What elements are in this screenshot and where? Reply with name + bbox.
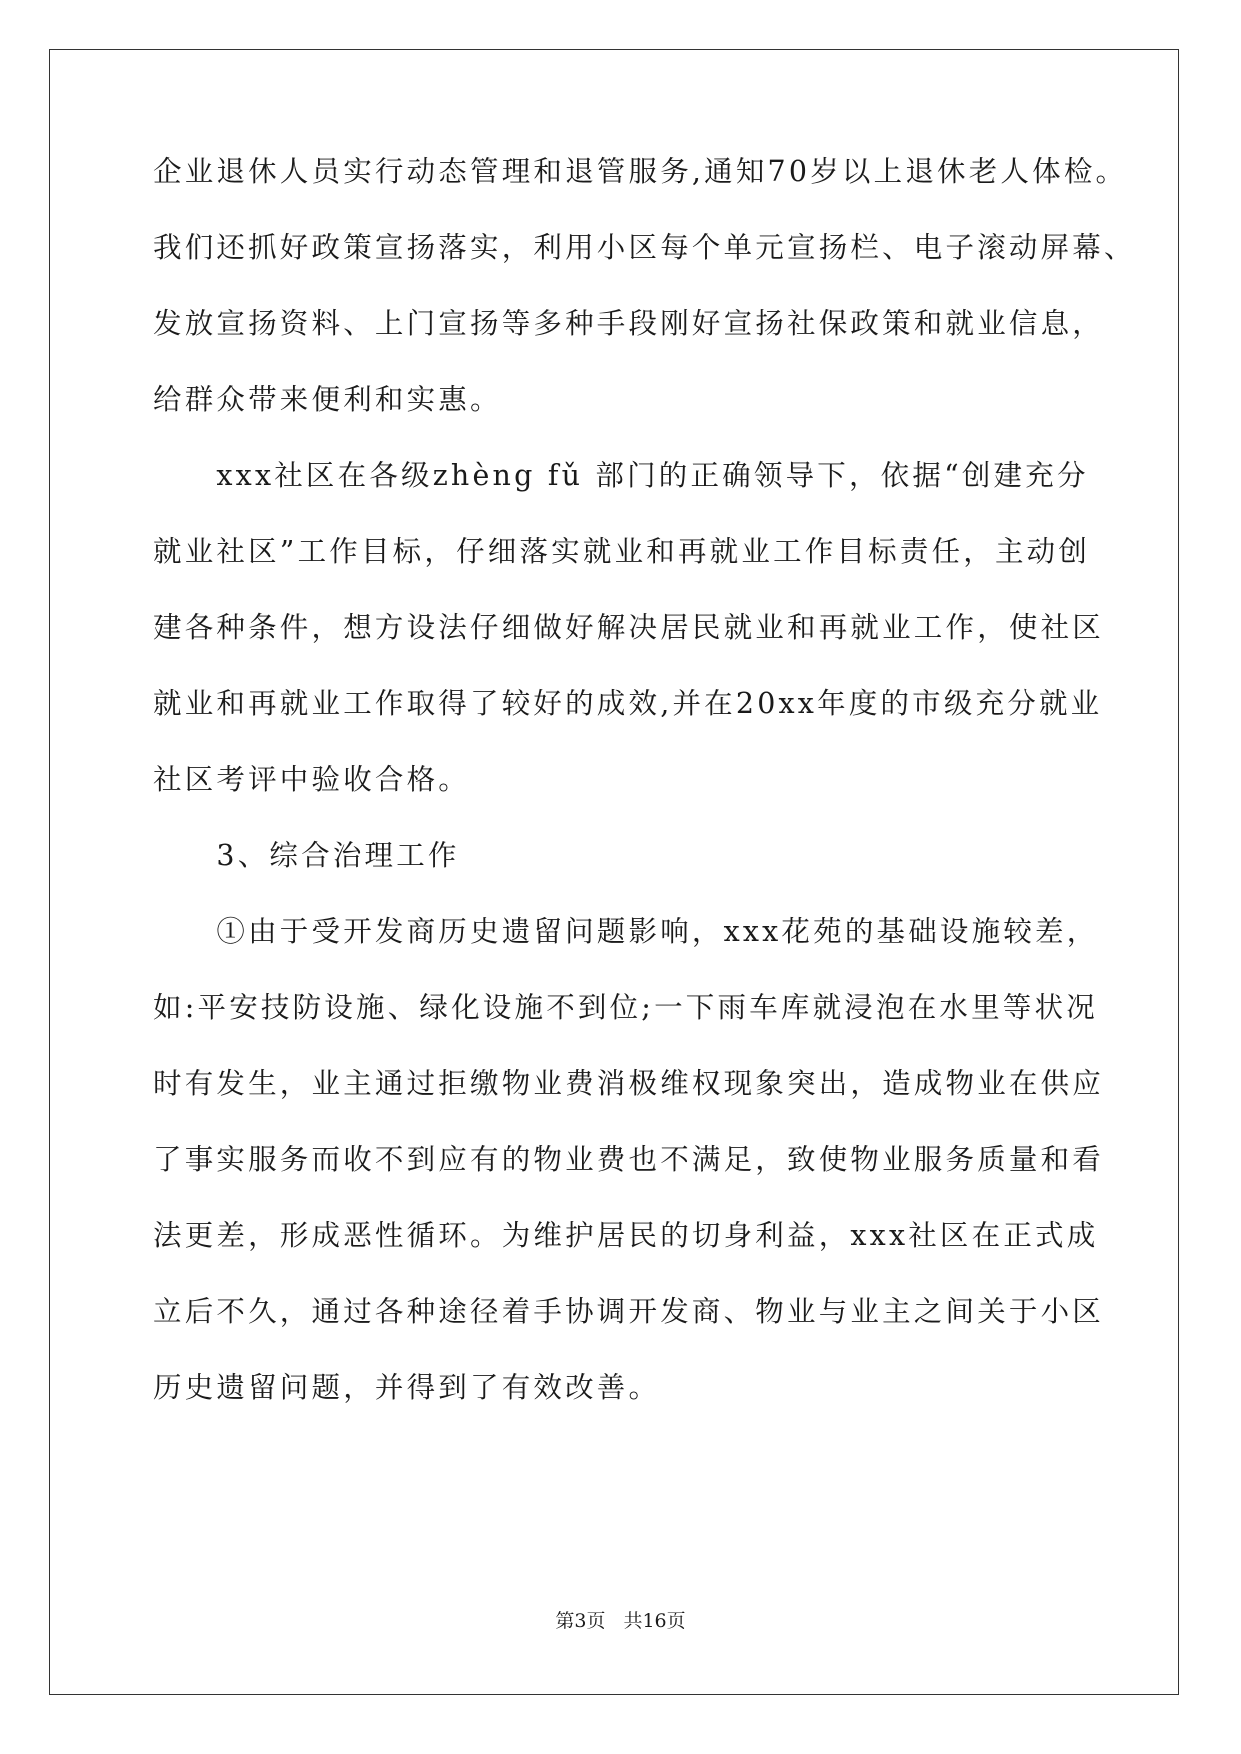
body-text-line: 就业社区”工作目标，仔细落实就业和再就业工作目标责任，主动创 (153, 535, 1091, 568)
page-number: 第3页 (555, 1610, 606, 1632)
body-text-line: 社区考评中验收合格。 (153, 763, 471, 796)
body-text-line: 历史遗留问题，并得到了有效改善。 (153, 1371, 661, 1404)
section-heading: 3、综合治理工作 (153, 839, 460, 872)
body-text-line: 企业退休人员实行动态管理和退管服务,通知70岁以上退休老人体检。 (153, 155, 1128, 188)
body-text-line: 发放宣扬资料、上门宣扬等多种手段刚好宣扬社保政策和就业信息， (153, 307, 1105, 340)
body-text-line: 立后不久，通过各种途径着手协调开发商、物业与业主之间关于小区 (153, 1295, 1105, 1328)
body-text-line: 法更差，形成恶性循环。为维护居民的切身利益，xxx社区在正式成 (153, 1219, 1099, 1252)
page-footer (0, 1610, 1241, 1632)
body-text-line: ①由于受开发商历史遗留问题影响，xxx花苑的基础设施较差， (153, 915, 1099, 948)
body-text-line: 就业和再就业工作取得了较好的成效,并在20xx年度的市级充分就业 (153, 687, 1103, 720)
body-text-line: 建各种条件，想方设法仔细做好解决居民就业和再就业工作，使社区 (153, 611, 1105, 644)
page-total: 共16页 (623, 1610, 686, 1632)
body-text-line: 给群众带来便利和实惠。 (153, 383, 502, 416)
body-text-line: 时有发生，业主通过拒缴物业费消极维权现象突出，造成物业在供应 (153, 1067, 1105, 1100)
body-text-line: 了事实服务而收不到应有的物业费也不满足，致使物业服务质量和看 (153, 1143, 1105, 1176)
body-text-line: xxx社区在各级zhèng fǔ 部门的正确领导下，依据“创建充分 (153, 459, 1089, 492)
body-text-line: 如:平安技防设施、绿化设施不到位;一下雨车库就浸泡在水里等状况 (153, 991, 1098, 1024)
body-text-line: 我们还抓好政策宣扬落实，利用小区每个单元宣扬栏、电子滚动屏幕、 (153, 231, 1136, 264)
